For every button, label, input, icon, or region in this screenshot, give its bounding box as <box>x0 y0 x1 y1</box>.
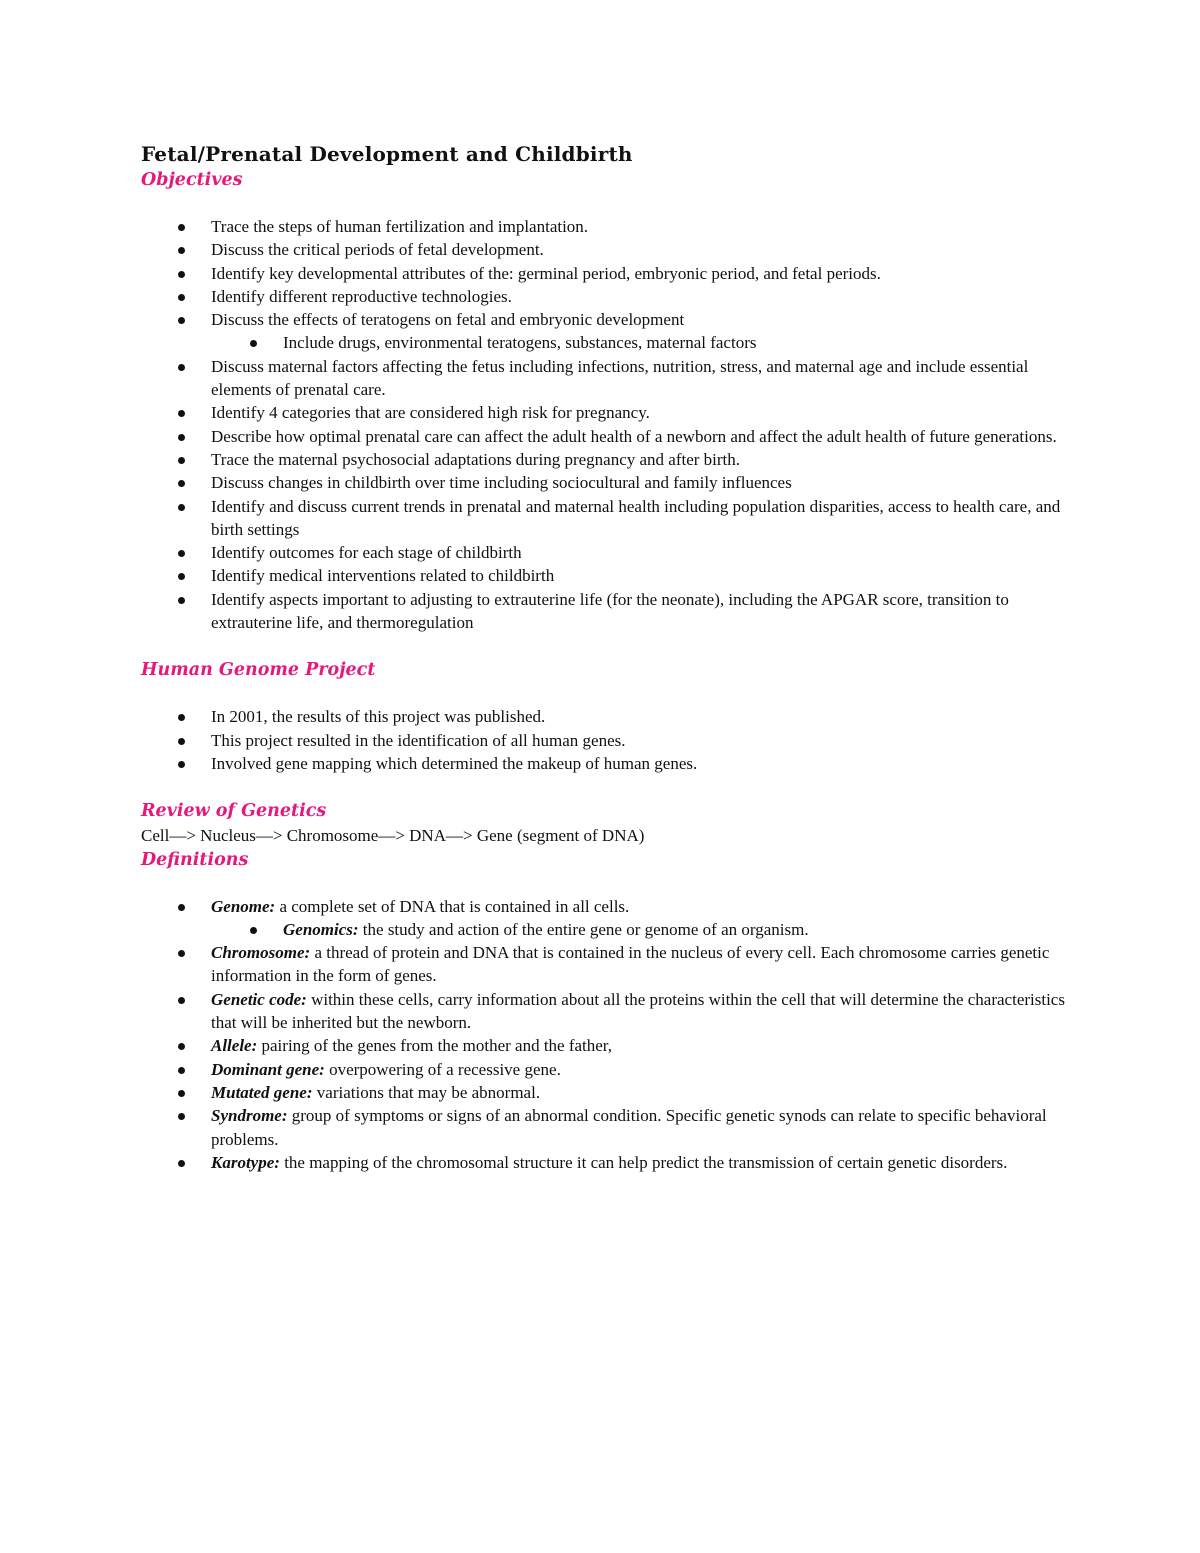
definition-item <box>141 941 1071 988</box>
definition-item <box>141 1104 1071 1151</box>
spacer <box>141 634 1071 658</box>
definition-item <box>141 1034 1071 1057</box>
definition-text: within these cells, carry information about all the proteins within the cell that will determine the characteristics that will be inherited but the newborn. <box>211 989 1065 1033</box>
definition-item <box>141 1151 1071 1174</box>
genetics-hierarchy-text: Cell—> Nucleus—> Chromosome—> DNA—> Gene (segment of DNA) <box>141 826 645 846</box>
genome-project-heading: Human Genome Project <box>141 660 376 681</box>
definition-term: Genetic code: <box>211 989 307 1009</box>
spacer <box>141 683 1071 705</box>
document-page <box>141 140 1071 1174</box>
list-item-text: Identify and discuss current trends in prenatal and maternal health including population disparities, access to health care, and birth settings <box>211 496 1061 539</box>
definition-term: Genomics: <box>283 919 359 939</box>
list-item-text: Discuss the effects of teratogens on fetal and embryonic development <box>211 310 685 330</box>
list-item <box>141 471 1071 494</box>
definition-text: pairing of the genes from the mother and the father, <box>257 1036 613 1056</box>
definition-item <box>141 1081 1071 1104</box>
page-title: Fetal/Prenatal Development and Childbirth <box>141 142 633 166</box>
definition-text: the mapping of the chromosomal structure it can help predict the transmission of certain genetic disorders. <box>279 1152 1008 1172</box>
list-item <box>141 495 1071 542</box>
list-item <box>141 752 1071 775</box>
genome-project-list <box>141 705 1071 775</box>
list-item-text: Identify different reproductive technologies. <box>211 286 512 306</box>
list-item-text: Discuss maternal factors affecting the fetus including infections, nutrition, stress, and maternal age and include essential elements of prenatal care. <box>211 356 1029 400</box>
definition-term: Allele: <box>211 1036 258 1056</box>
list-item <box>141 564 1071 587</box>
list-item <box>141 331 1071 354</box>
definition-term: Karotype: <box>211 1152 280 1172</box>
genetics-review-heading: Review of Genetics <box>141 801 327 822</box>
definition-term: Syndrome: <box>211 1106 288 1126</box>
list-item-text: Identify 4 categories that are considered high risk for pregnancy. <box>211 403 650 423</box>
definitions-heading: Definitions <box>141 849 249 870</box>
list-item <box>141 238 1071 261</box>
definition-term: Mutated gene: <box>211 1082 313 1102</box>
objectives-list <box>141 215 1071 634</box>
list-item-text: Identify outcomes for each stage of childbirth <box>211 543 522 563</box>
list-item-text: Trace the maternal psychosocial adaptations during pregnancy and after birth. <box>211 449 741 469</box>
list-item <box>141 401 1071 424</box>
list-item-text: In 2001, the results of this project was published. <box>211 707 546 727</box>
definition-item <box>141 988 1071 1035</box>
list-item <box>141 448 1071 471</box>
list-item-text: Discuss the critical periods of fetal development. <box>211 240 544 260</box>
spacer <box>141 775 1071 799</box>
list-item-text: Trace the steps of human fertilization and implantation. <box>211 217 589 236</box>
list-item-text: Identify aspects important to adjusting to extrauterine life (for the neonate), including the APGAR score, transition to extrauterine life, and thermoregulation <box>211 589 1009 633</box>
definition-item <box>141 1058 1071 1081</box>
list-item-text: Identify key developmental attributes of the: germinal period, embryonic period, and fetal periods. <box>211 263 881 283</box>
definition-text: a complete set of DNA that is contained in all cells. <box>275 896 630 916</box>
list-item <box>141 308 1071 331</box>
list-item <box>141 729 1071 752</box>
spacer <box>141 193 1071 215</box>
list-item-text: Involved gene mapping which determined the makeup of human genes. <box>211 753 698 773</box>
list-item <box>141 285 1071 308</box>
list-item-text: Include drugs, environmental teratogens, substances, maternal factors <box>283 333 757 353</box>
definition-text: a thread of protein and DNA that is contained in the nucleus of every cell. Each chromosome carries genetic information in the form of genes. <box>211 943 1050 986</box>
definition-term: Chromosome: <box>211 943 311 963</box>
spacer <box>141 873 1071 895</box>
definition-text: the study and action of the entire gene or genome of an organism. <box>358 919 809 939</box>
list-item-text: Discuss changes in childbirth over time including sociocultural and family influences <box>211 473 792 493</box>
list-item <box>141 425 1071 448</box>
definition-term: Dominant gene: <box>211 1059 325 1079</box>
objectives-heading: Objectives <box>141 170 243 190</box>
list-item <box>141 215 1071 238</box>
definition-text: variations that may be abnormal. <box>312 1082 541 1102</box>
definition-text: overpowering of a recessive gene. <box>324 1059 561 1079</box>
definitions-list <box>141 895 1071 1175</box>
list-item <box>141 541 1071 564</box>
list-item <box>141 262 1071 285</box>
definition-item <box>141 895 1071 918</box>
definition-item <box>141 918 1071 941</box>
list-item <box>141 705 1071 728</box>
list-item <box>141 355 1071 402</box>
list-item-text: This project resulted in the identification of all human genes. <box>211 730 626 750</box>
list-item-text: Identify medical interventions related to childbirth <box>211 566 555 586</box>
list-item <box>141 588 1071 635</box>
definition-text: group of symptoms or signs of an abnormal condition. Specific genetic synods can relate to specific behavioral problems. <box>211 1106 1047 1149</box>
definition-term: Genome: <box>211 896 276 916</box>
list-item-text: Describe how optimal prenatal care can affect the adult health of a newborn and affect the adult health of future generations. <box>211 426 1057 446</box>
